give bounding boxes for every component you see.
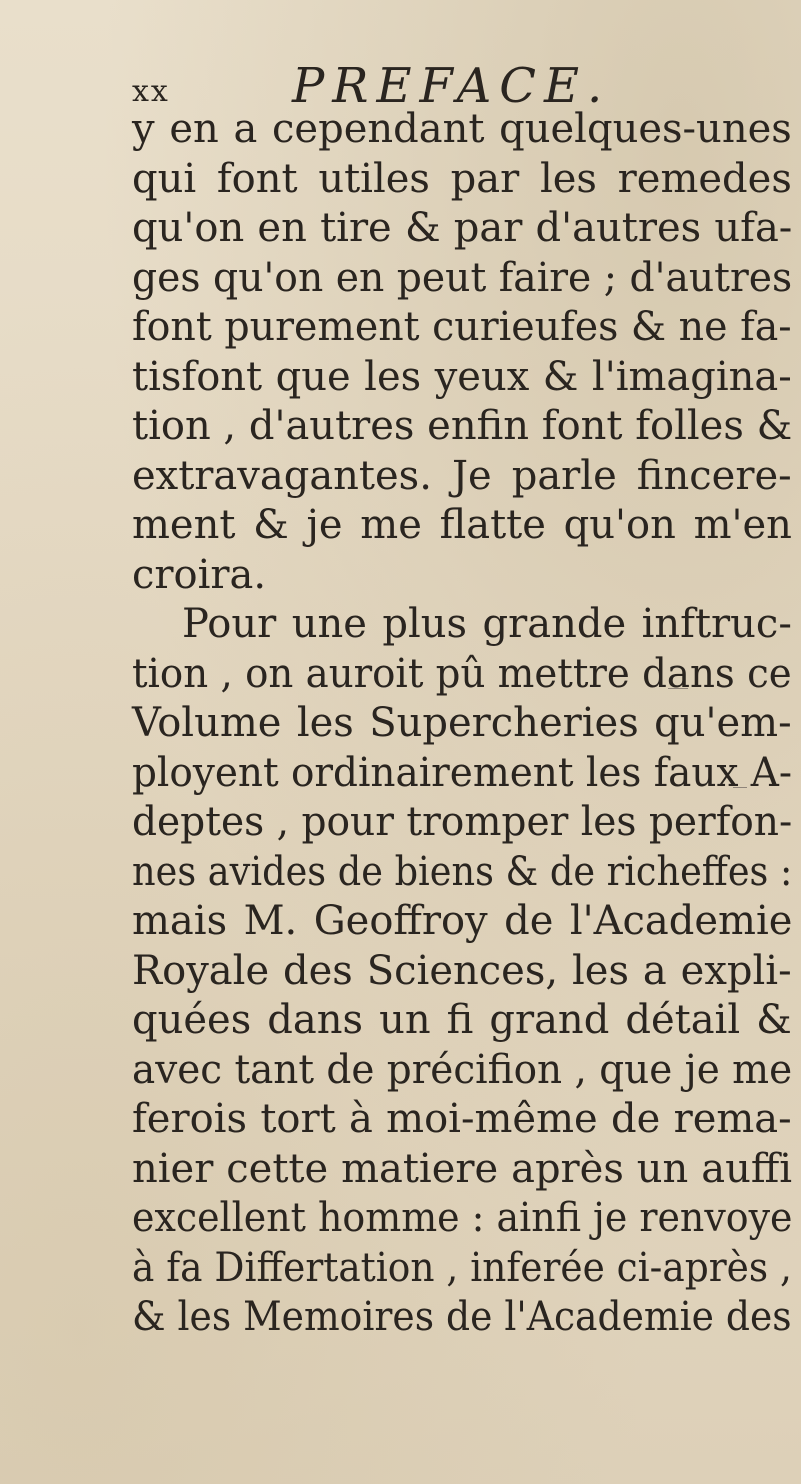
text-line: ment & je me flatte qu'on m'en: [132, 502, 792, 548]
text-line: nier cette matiere après un auffi: [132, 1145, 793, 1192]
text-line: excellent homme : ainfi je renvoye: [132, 1195, 793, 1241]
text-line: ployent ordinairement les faux A-: [132, 749, 793, 796]
text-line: croira.: [132, 551, 267, 598]
text-line: qui font utiles par les remedes: [132, 155, 792, 202]
page-number: xx: [132, 74, 170, 109]
text-line: y en a cependant quelques-unes: [132, 106, 792, 152]
text-line: avec tant de précifion , que je me: [132, 1046, 793, 1093]
text-line: Royale des Sciences, les a expli-: [132, 947, 792, 994]
text-line: tion , on auroit pû mettre dans ce: [132, 650, 792, 697]
text-line: Volume les Supercheries qu'em-: [132, 700, 792, 746]
text-line: quées dans un fi grand détail &: [132, 997, 792, 1043]
text-line: tion , d'autres enfin font folles &: [132, 403, 793, 449]
text-line: nes avides de biens & de richeffes :: [132, 848, 793, 895]
text-line: extravagantes. Je parle fincere-: [132, 452, 792, 499]
text-line: deptes , pour tromper les perfon-: [132, 799, 793, 845]
paragraph-start-line: Pour une plus grande inftruc-: [182, 601, 792, 647]
text-line: ferois tort à moi-même de rema-: [132, 1096, 792, 1142]
text-line: qu'on en tire & par d'autres ufa-: [132, 205, 793, 251]
body-text: [132, 105, 792, 1343]
text-line: mais M. Geoffroy de l'Academie: [132, 898, 793, 944]
running-title: PREFACE.: [292, 58, 611, 114]
text-line: font purement curieufes & ne fa-: [132, 304, 792, 350]
text-line: & les Memoires de l'Academie des: [132, 1294, 792, 1340]
text-line: à fa Differtation , inferée ci-après ,: [132, 1244, 792, 1291]
text-line: ges qu'on en peut faire ; d'autres: [132, 254, 793, 301]
text-line: tisfont que les yeux & l'imagina-: [132, 353, 792, 400]
